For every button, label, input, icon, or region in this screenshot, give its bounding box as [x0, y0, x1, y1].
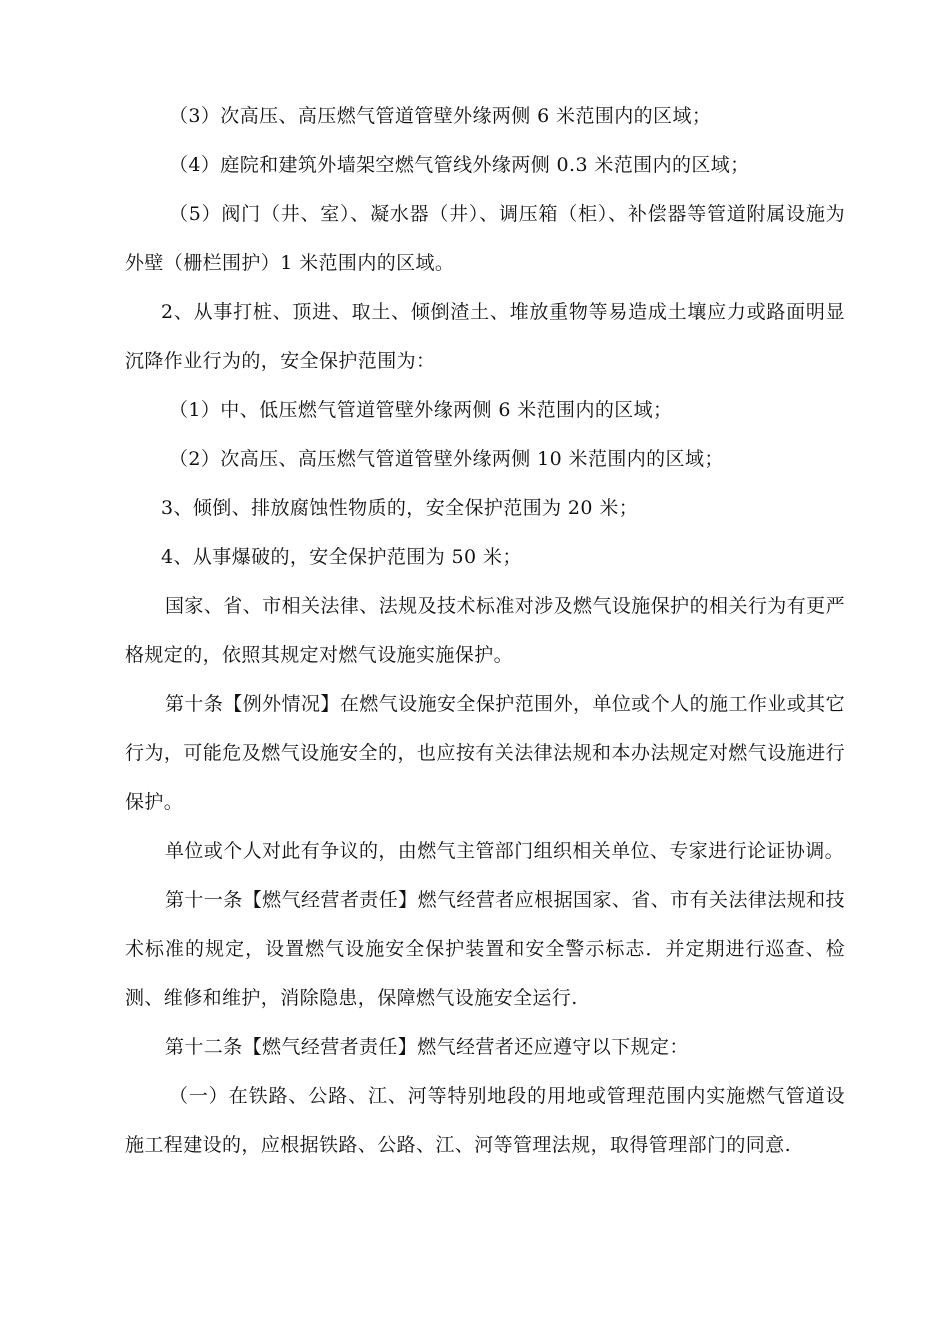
paragraph-item-4: （4）庭院和建筑外墙架空燃气管线外缘两侧 0.3 米范围内的区域；: [169, 154, 750, 176]
paragraph-dispute: 单位或个人对此有争议的，由燃气主管部门组织相关单位、专家进行论证协调。: [165, 840, 845, 862]
paragraph-article-12-item-1: （一）在铁路、公路、江、河等特别地段的用地或管理范围内实施燃气管道设施工程建设的，应根据铁路、公路、江、河等管理法规，取得管理部门的同意.: [125, 1085, 845, 1156]
paragraph-item-5: （5）阀门（井、室）、凝水器（井）、调压箱（柜）、补偿器等管道附属设施为外壁（栅栏围护）1 米范围内的区域。: [125, 203, 845, 274]
paragraph-clause-2: 2、从事打桩、顶进、取土、倾倒渣土、堆放重物等易造成土壤应力或路面明显沉降作业行为的，安全保护范围为：: [125, 301, 845, 372]
paragraph-article-12: 第十二条【燃气经营者责任】燃气经营者还应遵守以下规定：: [165, 1036, 689, 1058]
paragraph-clause-4: 4、从事爆破的，安全保护范围为 50 米；: [161, 546, 522, 568]
paragraph-subitem-2: （2）次高压、高压燃气管道管壁外缘两侧 10 米范围内的区域；: [169, 448, 724, 470]
paragraph-subitem-1: （1）中、低压燃气管道管壁外缘两侧 6 米范围内的区域；: [169, 399, 673, 421]
paragraph-article-10: 第十条【例外情况】在燃气设施安全保护范围外，单位或个人的施工作业或其它行为，可能危及燃气设施安全的，也应按有关法律法规和本办法规定对燃气设施进行保护。: [125, 693, 845, 813]
paragraph-item-3: （3）次高压、高压燃气管道管壁外缘两侧 6 米范围内的区域；: [169, 105, 712, 127]
paragraph-article-11: 第十一条【燃气经营者责任】燃气经营者应根据国家、省、市有关法律法规和技术标准的规定，设置燃气设施安全保护装置和安全警示标志．并定期进行巡查、检测、维修和维护，消除隐患，保障燃气设施安全运行.: [125, 889, 845, 1009]
paragraph-clause-3: 3、倾倒、排放腐蚀性物质的，安全保护范围为 20 米；: [161, 497, 639, 519]
document-body: [125, 92, 845, 1170]
paragraph-national-rules: 国家、省、市相关法律、法规及技术标准对涉及燃气设施保护的相关行为有更严格规定的，依照其规定对燃气设施实施保护。: [125, 595, 845, 666]
